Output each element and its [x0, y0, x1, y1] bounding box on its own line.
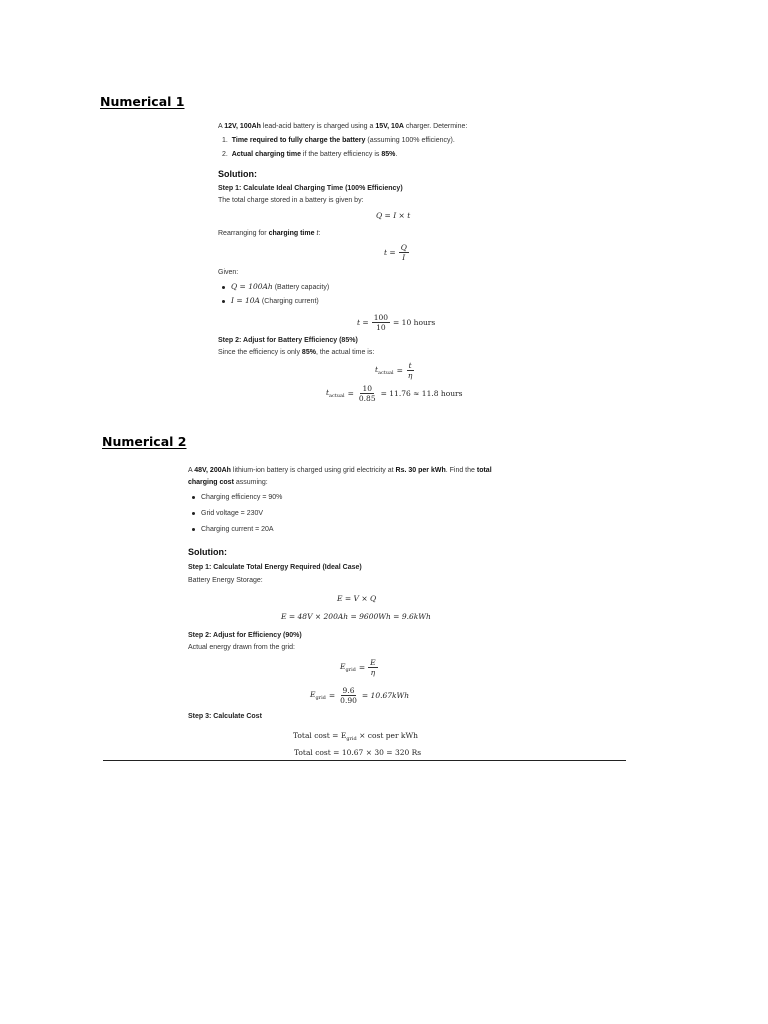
n1-equation-time-calc: t = $\frac{100}{10}$ = 10 hours — [357, 313, 436, 332]
n1-equation-actual: $t_{actual}$ = $\frac{t}{\eta}$ — [375, 361, 413, 380]
n1-given-item: Q = 100Ah (Battery capacity) — [222, 282, 329, 292]
n2-step-1-text: Battery Energy Storage: — [188, 577, 263, 584]
n2-equation-grid: $E_{grid}$ = $\frac{E}{\eta}$ — [340, 658, 376, 677]
bullet-icon — [222, 300, 225, 303]
n2-step-1-heading: Step 1: Calculate Total Energy Required (Ideal Case) — [188, 564, 362, 571]
n1-equation-actual-calc: $t_{actual}$ = $\frac{10}{0.85}$ = 11.76 ≈ 11.8 hours — [326, 384, 463, 403]
n1-problem-statement: A 12V, 100Ah lead-acid battery is charged using a 15V, 10A charger. Determine: — [218, 123, 468, 130]
n2-equation-energy-calc: E = 48V × 200Ah = 9600Wh = 9.6kWh — [281, 612, 431, 621]
numerical-2-heading: Numerical 2 — [102, 434, 187, 449]
n2-equation-cost-calc: Total cost = 10.67 × 30 = 320 Rs — [294, 748, 422, 757]
n1-given-label: Given: — [218, 269, 239, 276]
n2-solution-heading: Solution: — [188, 547, 227, 557]
n1-step-2-heading: Step 2: Adjust for Battery Efficiency (85%) — [218, 337, 358, 344]
n1-step-1-heading: Step 1: Calculate Ideal Charging Time (100% Efficiency) — [218, 185, 403, 192]
n2-equation-grid-calc: $E_{grid}$ = $\frac{9.6}{0.90}$ = 10.67kWh — [310, 686, 410, 705]
n1-question-2: 2. Actual charging time if the battery efficiency is 85%. — [222, 151, 398, 158]
n2-problem-statement-line-2: charging cost assuming: — [188, 479, 268, 486]
n1-question-1: 1. Time required to fully charge the battery (assuming 100% efficiency). — [222, 137, 455, 144]
bullet-icon — [192, 528, 195, 531]
n2-assumption-item: Charging current = 20A — [192, 525, 274, 534]
n2-assumption-item: Charging efficiency = 90% — [192, 493, 282, 502]
n1-step-1-text: The total charge stored in a battery is given by: — [218, 197, 364, 204]
bullet-icon — [192, 496, 195, 499]
bullet-icon — [192, 512, 195, 515]
bullet-icon — [222, 286, 225, 289]
n1-rearranging-text: Rearranging for charging time t: — [218, 230, 321, 237]
n2-equation-cost: Total $\cos t = E_{grid} \times \cos t$ per kWh — [293, 731, 419, 742]
n2-step-3-heading: Step 3: Calculate Cost — [188, 713, 262, 720]
n2-step-2-text: Actual energy drawn from the grid: — [188, 644, 295, 651]
n1-equation-charge: Q = I × t — [376, 211, 411, 220]
n2-step-2-heading: Step 2: Adjust for Efficiency (90%) — [188, 632, 302, 639]
n2-equation-energy: E = V × Q — [337, 594, 377, 603]
n1-given-item: I = 10A (Charging current) — [222, 296, 319, 306]
n2-problem-statement-line-1: A 48V, 200Ah lithium-ion battery is charged using grid electricity at Rs. 30 per kWh. Find the total — [188, 467, 492, 474]
n1-equation-time: t = $\frac{Q}{I}$ — [384, 243, 407, 262]
n1-step-2-text: Since the efficiency is only 85%, the actual time is: — [218, 349, 375, 356]
numerical-1-heading: Numerical 1 — [100, 94, 185, 109]
horizontal-rule — [103, 760, 626, 761]
n1-solution-heading: Solution: — [218, 169, 257, 179]
n2-assumption-item: Grid voltage = 230V — [192, 509, 263, 518]
